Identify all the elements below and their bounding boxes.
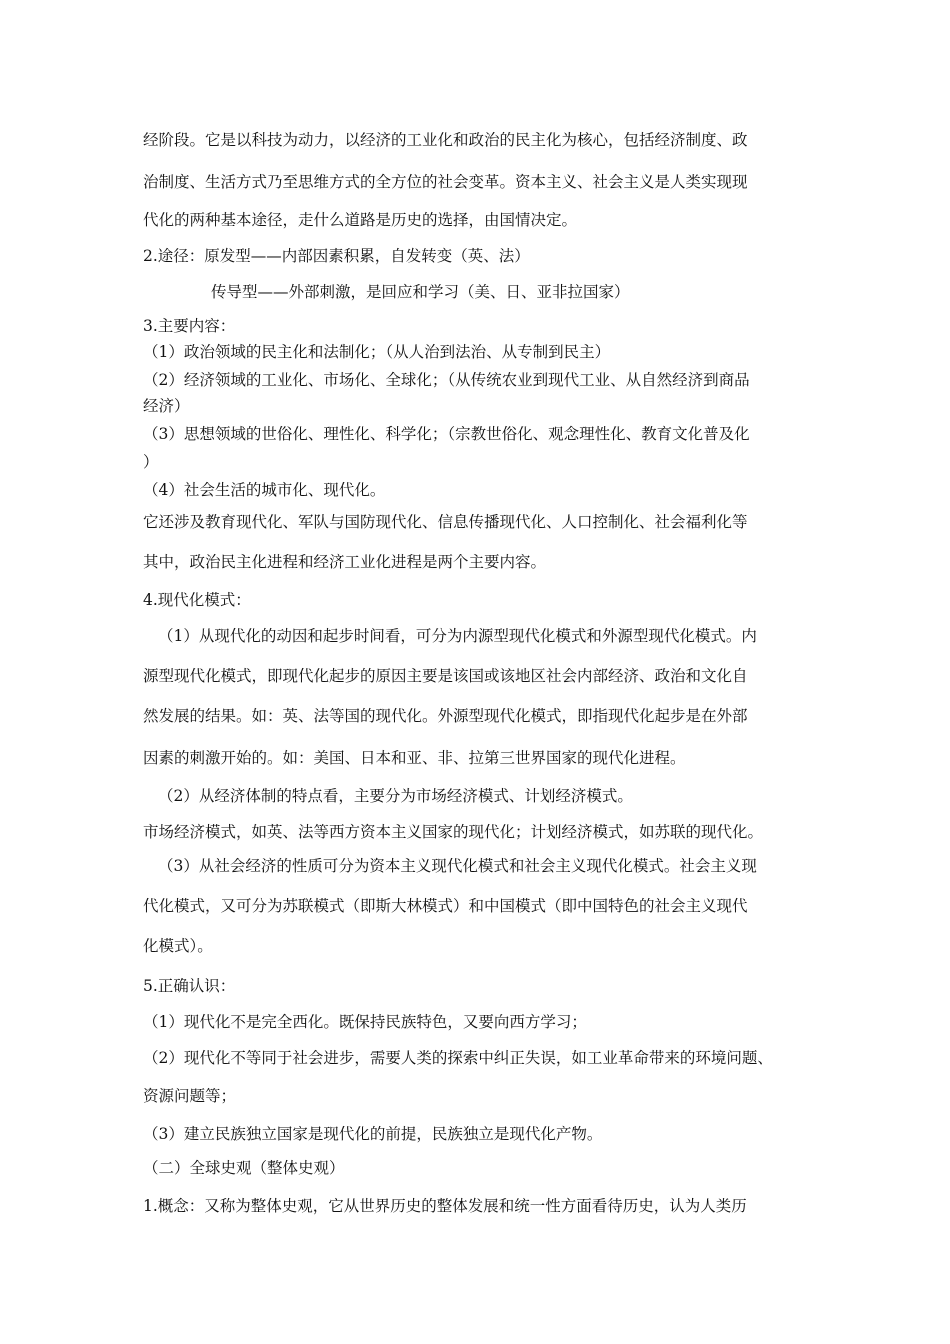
list-item: （3）建立民族独立国家是现代化的前提，民族独立是现代化产物。 <box>143 1125 603 1143</box>
text-line: 治制度、生活方式乃至思维方式的全方位的社会变革。资本主义、社会主义是人类实现现 <box>143 173 748 191</box>
section-heading: 4.现代化模式： <box>143 591 251 609</box>
section-heading: 1.概念：又称为整体史观，它从世界历史的整体发展和统一性方面看待历史，认为人类历 <box>143 1197 747 1215</box>
text-line: 然发展的结果。如：英、法等国的现代化。外源型现代化模式，即指现代化起步是在外部 <box>143 707 748 725</box>
list-item: （4）社会生活的城市化、现代化。 <box>143 481 386 499</box>
list-item: （2）现代化不等同于社会进步，需要人类的探索中纠正失误，如工业革命带来的环境问题、 <box>143 1049 773 1067</box>
list-item: （1）现代化不是完全西化。既保持民族特色，又要向西方学习； <box>143 1013 587 1031</box>
text-line: 因素的刺激开始的。如：美国、日本和亚、非、拉第三世界国家的现代化进程。 <box>143 749 686 767</box>
text-line: 其中，政治民主化进程和经济工业化进程是两个主要内容。 <box>143 553 547 571</box>
list-item: （3）思想领域的世俗化、理性化、科学化；（宗教世俗化、观念理性化、教育文化普及化 <box>143 425 750 443</box>
list-item: （1）从现代化的动因和起步时间看，可分为内源型现代化模式和外源型现代化模式。内 <box>158 627 757 645</box>
section-heading: 2.途径：原发型——内部因素积累，自发转变（英、法） <box>143 247 530 265</box>
text-line: 市场经济模式，如英、法等西方资本主义国家的现代化；计划经济模式，如苏联的现代化。 <box>143 823 764 841</box>
section-heading: 5.正确认识： <box>143 977 236 995</box>
list-item: （2）经济领域的工业化、市场化、全球化；（从传统农业到现代工业、从自然经济到商品 <box>143 371 750 389</box>
list-item: （1）政治领域的民主化和法制化；（从人治到法治、从专制到民主） <box>143 343 611 361</box>
text-line: 源型现代化模式，即现代化起步的原因主要是该国或该地区社会内部经济、政治和文化自 <box>143 667 748 685</box>
list-item: （3）从社会经济的性质可分为资本主义现代化模式和社会主义现代化模式。社会主义现 <box>158 857 757 875</box>
section-heading: （二）全球史观（整体史观） <box>143 1159 345 1177</box>
text-line: ） <box>143 453 159 471</box>
text-line: 传导型——外部刺激，是回应和学习（美、日、亚非拉国家） <box>211 283 630 301</box>
text-line: 资源问题等； <box>143 1087 237 1105</box>
text-line: 经济） <box>143 397 190 415</box>
text-line: 它还涉及教育现代化、军队与国防现代化、信息传播现代化、人口控制化、社会福利化等 <box>143 513 748 531</box>
text-line: 代化模式，又可分为苏联模式（即斯大林模式）和中国模式（即中国特色的社会主义现代 <box>143 897 748 915</box>
text-line: 代化的两种基本途径，走什么道路是历史的选择，由国情决定。 <box>143 211 578 229</box>
section-heading: 3.主要内容： <box>143 317 236 335</box>
text-line: 经阶段。它是以科技为动力，以经济的工业化和政治的民主化为核心，包括经济制度、政 <box>143 131 748 149</box>
list-item: （2）从经济体制的特点看，主要分为市场经济模式、计划经济模式。 <box>158 787 633 805</box>
text-line: 化模式）。 <box>143 937 213 955</box>
